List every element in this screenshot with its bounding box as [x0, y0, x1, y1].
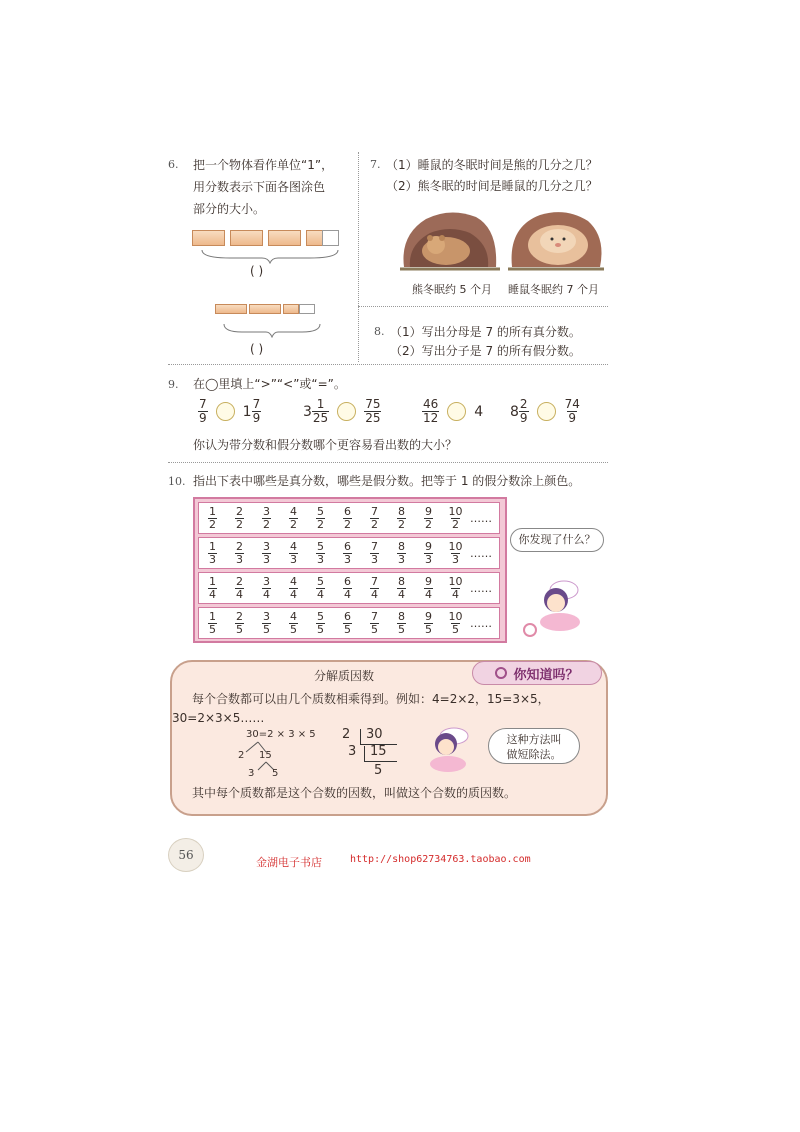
q7-line-2: （2）熊冬眠的时间是睡鼠的几分之几？	[386, 179, 598, 193]
fraction-cell[interactable]: $\frac{9}{3}$	[425, 539, 432, 566]
know-line-2: 30=2×3×5……	[172, 711, 265, 725]
q7-line-1: （1）睡鼠的冬眠时间是熊的几分之几？	[386, 158, 598, 172]
factor-tree-5: 5	[272, 768, 279, 779]
fraction-cell[interactable]: $\frac{10}{5}$	[448, 609, 463, 636]
division-bracket-1	[360, 729, 397, 745]
badge-text: 你知道吗？	[513, 667, 579, 683]
q6-number: 6.	[168, 158, 179, 171]
q6-answer-1[interactable]: ( )	[250, 264, 264, 278]
section-divider-1	[168, 364, 608, 365]
q9-comparison-1: $\frac{7}{9}$ 1 $\frac{7}{9}$	[199, 397, 261, 425]
dormouse-caption: 睡鼠冬眠约 7 个月	[508, 283, 599, 296]
q6-line-3: 部分的大小。	[193, 202, 266, 216]
fraction-cell[interactable]: $\frac{8}{5}$	[398, 609, 405, 636]
girl-mascot-illustration-2	[418, 726, 480, 774]
girl-mascot-illustration	[520, 578, 590, 638]
q7-number: 7.	[370, 158, 381, 171]
section-divider-2	[168, 462, 608, 463]
fraction-table	[193, 497, 507, 643]
bear-hibernating-illustration	[400, 205, 500, 273]
fraction-cell[interactable]: $\frac{1}{5}$	[209, 609, 216, 636]
fraction-cell[interactable]: $\frac{8}{4}$	[398, 574, 405, 601]
q6-bar-3-blank	[299, 304, 315, 314]
short-division: 2 30 3 15 5	[342, 727, 402, 783]
q7-q8-divider	[358, 306, 608, 307]
compare-circle-4[interactable]	[537, 402, 556, 421]
table-row	[198, 572, 500, 604]
fraction-cell[interactable]: $\frac{2}{5}$	[236, 609, 243, 636]
table-row	[198, 607, 500, 639]
shop-name: 金湖电子书店	[256, 856, 322, 869]
fraction-cell[interactable]: $\frac{5}{5}$	[317, 609, 324, 636]
q10-number: 10.	[168, 475, 186, 488]
division-bracket-2	[364, 746, 397, 762]
fraction-cell[interactable]: $\frac{5}{2}$	[317, 504, 324, 531]
fraction-cell[interactable]: $\frac{6}{5}$	[344, 609, 351, 636]
know-line-1: 每个合数都可以由几个质数相乘得到。例如：4=2×2，15=3×5，	[192, 692, 550, 706]
q6-bar-3	[283, 304, 299, 314]
q6-bar-1	[215, 304, 247, 314]
fraction-cell[interactable]: $\frac{7}{3}$	[371, 539, 378, 566]
q6-block-2	[230, 230, 263, 246]
fraction-cell[interactable]: $\frac{3}{5}$	[263, 609, 270, 636]
factor-tree-2: 2	[238, 750, 245, 761]
fraction-cell[interactable]: $\frac{2}{2}$	[236, 504, 243, 531]
ellipsis: ……	[470, 511, 492, 525]
q8-line-1: （1）写出分母是 7 的所有真分数。	[390, 325, 581, 339]
fraction-cell[interactable]: $\frac{4}{4}$	[290, 574, 297, 601]
fraction-cell[interactable]: $\frac{6}{2}$	[344, 504, 351, 531]
q9-comparison-2: 3 $\frac{1}{25}$ $\frac{75}{25}$	[303, 397, 381, 425]
shop-url[interactable]: http://shop62734763.taobao.com	[350, 854, 531, 865]
fraction-cell[interactable]: $\frac{7}{2}$	[371, 504, 378, 531]
fraction-cell[interactable]: $\frac{1}{2}$	[209, 504, 216, 531]
fraction: $\frac{7}{9}$	[252, 397, 261, 425]
table-row	[198, 537, 500, 569]
q6-line-2: 用分数表示下面各图涂色	[193, 180, 326, 194]
fraction-cell[interactable]: $\frac{4}{5}$	[290, 609, 297, 636]
q6-bar-2	[249, 304, 281, 314]
fraction-cell[interactable]: $\frac{3}{4}$	[263, 574, 270, 601]
fraction-cell[interactable]: $\frac{6}{4}$	[344, 574, 351, 601]
q9-instruction: 在◯里填上“>”“<”或“=”。	[193, 377, 346, 391]
fraction: $\frac{7}{9}$	[199, 397, 207, 425]
fraction: $\frac{74}{9}$	[564, 397, 580, 425]
q6-brace-1	[200, 248, 340, 264]
fraction-cell[interactable]: $\frac{7}{4}$	[371, 574, 378, 601]
know-conclusion: 其中每个质数都是这个合数的因数，叫做这个合数的质因数。	[192, 786, 517, 800]
fraction-cell[interactable]: $\frac{9}{2}$	[425, 504, 432, 531]
fraction: $\frac{46}{12}$	[423, 397, 439, 425]
factor-tree-15: 15	[259, 750, 272, 761]
dormouse-hibernating-illustration	[506, 203, 606, 273]
compare-circle-2[interactable]	[337, 402, 356, 421]
fraction: $\frac{2}{9}$	[519, 397, 528, 425]
factor-tree-top: 30=2 × 3 × 5	[246, 729, 316, 740]
fraction-cell[interactable]: $\frac{10}{3}$	[448, 539, 463, 566]
fraction-cell[interactable]: $\frac{10}{2}$	[448, 504, 463, 531]
ellipsis: ……	[470, 546, 492, 560]
fraction-cell[interactable]: $\frac{4}{2}$	[290, 504, 297, 531]
q6-brace-2	[222, 322, 322, 338]
fraction-cell[interactable]: $\frac{5}{4}$	[317, 574, 324, 601]
column-divider	[358, 152, 359, 362]
fraction-cell[interactable]: $\frac{10}{4}$	[448, 574, 463, 601]
know-title: 分解质因数	[314, 669, 375, 683]
page-number-badge	[168, 838, 204, 872]
fraction-cell[interactable]: $\frac{8}{2}$	[398, 504, 405, 531]
fraction-cell[interactable]: $\frac{3}{3}$	[263, 539, 270, 566]
q6-block-3	[268, 230, 301, 246]
q6-block-figure	[192, 227, 342, 247]
fraction-cell[interactable]: $\frac{7}{5}$	[371, 609, 378, 636]
q9-number: 9.	[168, 378, 179, 391]
q6-answer-2[interactable]: ( )	[250, 342, 264, 356]
q9-comparison-4: 8 $\frac{2}{9}$ $\frac{74}{9}$	[510, 397, 580, 425]
q9-comparison-3: $\frac{46}{12}$ 4	[423, 397, 484, 425]
page-number: 56	[178, 848, 194, 862]
q8-line-2: （2）写出分子是 7 的所有假分数。	[390, 344, 581, 358]
fraction-cell[interactable]: $\frac{9}{4}$	[425, 574, 432, 601]
bear-caption: 熊冬眠约 5 个月	[412, 283, 492, 296]
q6-block-4-blank	[322, 230, 339, 246]
fraction-cell[interactable]: $\frac{2}{4}$	[236, 574, 243, 601]
q6-text	[193, 154, 358, 220]
fraction-cell[interactable]: $\frac{8}{3}$	[398, 539, 405, 566]
factor-tree-3: 3	[248, 768, 255, 779]
ellipsis: ……	[470, 616, 492, 630]
fraction-cell[interactable]: $\frac{4}{3}$	[290, 539, 297, 566]
did-you-know-badge	[472, 661, 602, 685]
fraction-cell[interactable]: $\frac{6}{3}$	[344, 539, 351, 566]
table-row	[198, 502, 500, 534]
badge-dot-icon	[495, 667, 507, 679]
compare-circle-1[interactable]	[216, 402, 235, 421]
fraction-cell[interactable]: $\frac{1}{4}$	[209, 574, 216, 601]
short-division-bubble: 这种方法叫 做短除法。	[488, 728, 580, 764]
compare-circle-3[interactable]	[447, 402, 466, 421]
q6-line-1: 把一个物体看作单位“1”，	[193, 158, 334, 172]
fraction-cell[interactable]: $\frac{5}{3}$	[317, 539, 324, 566]
q6-block-1	[192, 230, 225, 246]
q6-bar-figure	[215, 304, 325, 316]
q6-block-4	[306, 230, 323, 246]
fraction: $\frac{75}{25}$	[365, 397, 381, 425]
fraction-cell[interactable]: $\frac{9}{5}$	[425, 609, 432, 636]
fraction-cell[interactable]: $\frac{3}{2}$	[263, 504, 270, 531]
q8-number: 8.	[374, 325, 385, 338]
fraction-cell[interactable]: $\frac{2}{3}$	[236, 539, 243, 566]
q9-question: 你认为带分数和假分数哪个更容易看出数的大小？	[193, 438, 458, 452]
ellipsis: ……	[470, 581, 492, 595]
discovery-speech-bubble: 你发现了什么？	[510, 528, 604, 552]
q10-instruction: 指出下表中哪些是真分数，哪些是假分数。把等于 1 的假分数涂上颜色。	[193, 474, 581, 488]
fraction-cell[interactable]: $\frac{1}{3}$	[209, 539, 216, 566]
fraction: $\frac{1}{25}$	[312, 397, 329, 425]
